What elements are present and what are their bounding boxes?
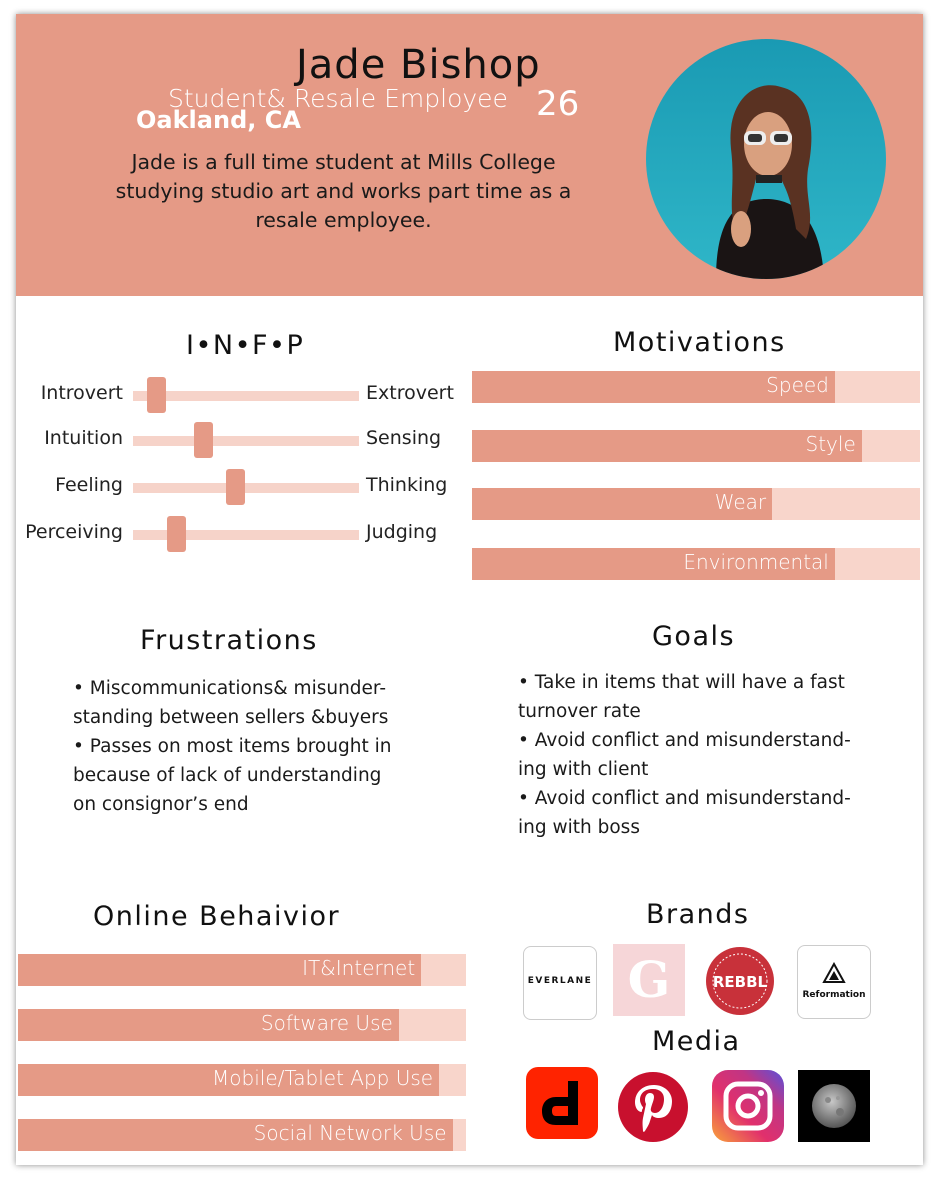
goal-line: • Avoid conflict and misunderstand- <box>518 730 851 751</box>
persona-header <box>16 14 923 296</box>
instagram-icon <box>712 1070 784 1142</box>
everlane-logo <box>523 946 597 1020</box>
goal-line: turnover rate <box>518 701 641 722</box>
online-behavior-bar <box>18 1064 466 1096</box>
avatar <box>646 39 886 279</box>
moon-app-icon <box>798 1070 870 1142</box>
online-behavior-bar-fill <box>18 1119 453 1151</box>
frustration-line: standing between sellers &buyers <box>73 707 389 728</box>
frustration-line: • Miscommunications& misunder- <box>73 678 387 699</box>
online-behavior-bar <box>18 1009 466 1041</box>
frustration-line: because of lack of understanding <box>73 765 382 786</box>
trait-slider-track[interactable] <box>133 436 359 446</box>
trait-right-label: Sensing <box>366 427 442 449</box>
motivation-bar-fill <box>472 430 862 462</box>
online-behavior-bar-label: Software Use <box>260 1011 393 1035</box>
triangle-icon <box>822 962 846 984</box>
online-behavior-bar-label: Mobile/Tablet App Use <box>212 1066 434 1090</box>
trait-left-label: Introvert <box>40 382 123 404</box>
motivation-bar-fill <box>472 371 835 403</box>
online-behavior-bar <box>18 1119 466 1151</box>
persona-age: 26 <box>536 84 580 124</box>
trait-slider-knob[interactable] <box>147 377 166 413</box>
rebbl-logo-text: REBBL <box>712 973 768 991</box>
trait-left-label: Perceiving <box>25 521 123 543</box>
motivation-bar <box>472 548 920 580</box>
frustrations-list <box>73 674 433 819</box>
rebbl-logo <box>704 945 776 1017</box>
trait-slider-knob[interactable] <box>194 422 213 458</box>
glossier-logo-letter: G <box>627 950 671 1009</box>
online-behavior-bar-label: IT&Internet <box>302 956 416 980</box>
reformation-logo-text: Reformation <box>802 990 866 1000</box>
trait-slider-knob[interactable] <box>167 516 186 552</box>
goals-title: Goals <box>652 621 736 652</box>
motivation-bar-label: Style <box>805 432 856 456</box>
online-behavior-bar-fill <box>18 1009 399 1041</box>
personality-title: I•N•F•P <box>186 330 305 361</box>
goals-list <box>518 668 888 842</box>
trait-slider-knob[interactable] <box>226 469 245 505</box>
goal-line: ing with client <box>518 759 649 780</box>
online-behavior-bar-fill <box>18 954 421 986</box>
trait-right-label: Judging <box>366 521 438 543</box>
goal-line: • Avoid conflict and misunderstand- <box>518 788 851 809</box>
motivation-bar <box>472 371 920 403</box>
persona-name: Jade Bishop <box>296 42 541 88</box>
motivation-bar <box>472 488 920 520</box>
online-behavior-bar-label: Social Network Use <box>253 1121 447 1145</box>
everlane-logo-text: EVERLANE <box>527 976 593 986</box>
media-title: Media <box>652 1026 741 1057</box>
online-behavior-bar <box>18 954 466 986</box>
trait-right-label: Thinking <box>366 474 448 496</box>
motivation-bar-label: Environmental <box>683 550 829 574</box>
depop-icon <box>526 1067 598 1139</box>
trait-left-label: Feeling <box>55 474 123 496</box>
brands-title: Brands <box>646 899 750 930</box>
frustrations-title: Frustrations <box>140 625 318 656</box>
persona-sheet <box>16 14 923 1165</box>
persona-bio: Jade is a full time student at Mills College studying studio art and works part time as a resale employee. <box>115 150 572 232</box>
reformation-logo <box>797 945 871 1019</box>
persona-location: Oakland, CA <box>136 106 301 134</box>
pinterest-icon <box>617 1071 689 1143</box>
motivation-bar <box>472 430 920 462</box>
trait-right-label: Extrovert <box>366 382 454 404</box>
trait-slider-track[interactable] <box>133 391 359 401</box>
persona-role: Student& Resale Employee <box>168 84 508 113</box>
goal-line: ing with boss <box>518 817 640 838</box>
trait-left-label: Intuition <box>44 427 123 449</box>
motivation-bar-fill <box>472 548 835 580</box>
frustration-line: • Passes on most items brought in <box>73 736 392 757</box>
online-behavior-bar-fill <box>18 1064 439 1096</box>
trait-slider-track[interactable] <box>133 483 359 493</box>
goal-line: • Take in items that will have a fast <box>518 672 845 693</box>
frustration-line: on consignor’s end <box>73 794 249 815</box>
motivation-bar-label: Speed <box>766 373 829 397</box>
glossier-logo <box>613 944 685 1016</box>
motivation-bar-fill <box>472 488 772 520</box>
motivations-title: Motivations <box>613 327 786 358</box>
online-behavior-title: Online Behaivior <box>93 901 341 932</box>
motivation-bar-label: Wear <box>714 490 767 514</box>
